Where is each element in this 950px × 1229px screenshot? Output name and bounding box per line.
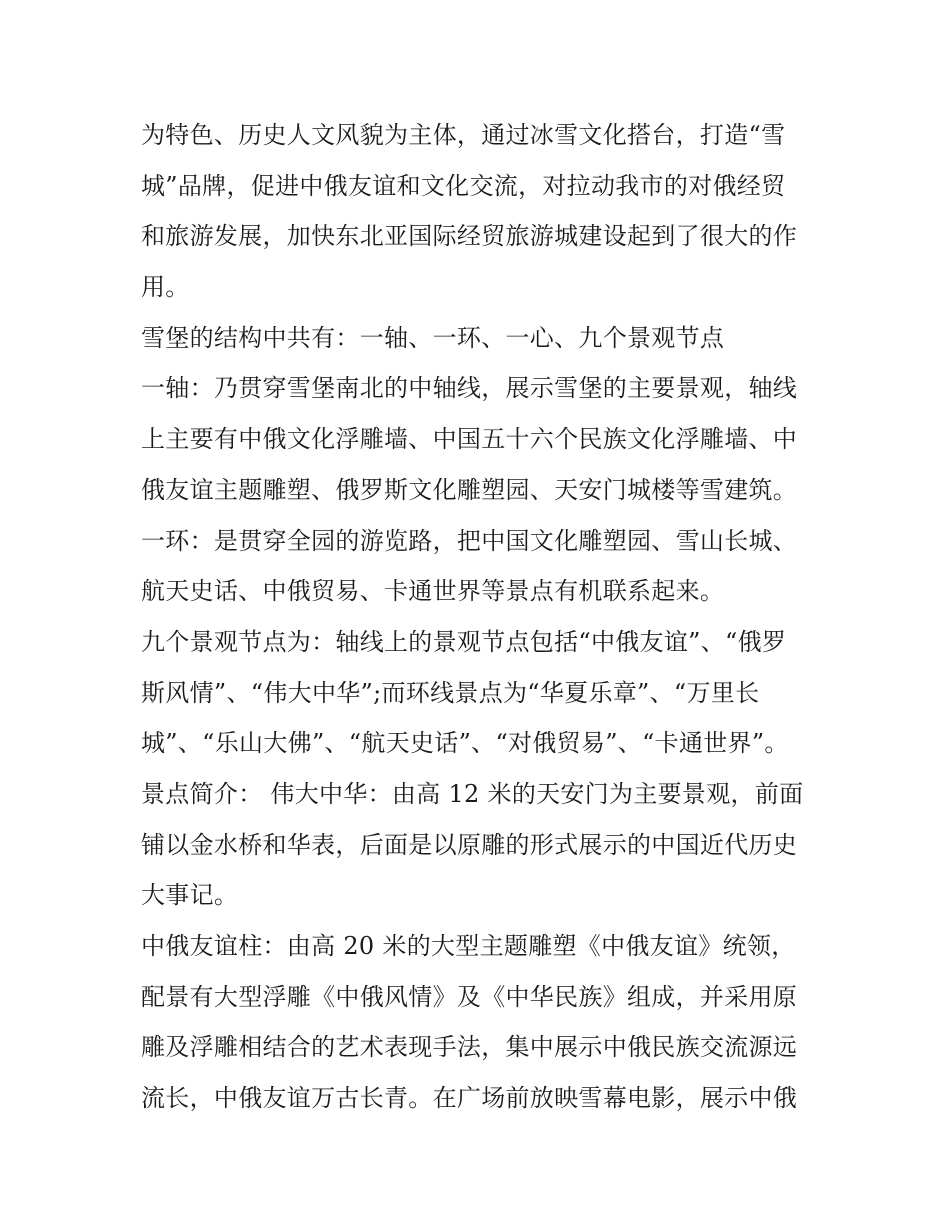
text-line: 一轴：乃贯穿雪堡南北的中轴线，展示雪堡的主要景观，轴线 [141,374,798,403]
text-line: 斯风情”、“伟大中华”;而环线景点为“华夏乐章”、“万里长 [141,678,760,707]
text-line: 一环：是贯穿全园的游览路，把中国文化雕塑园、雪山长城、 [141,526,798,555]
text-line: 流长，中俄友谊万古长青。在广场前放映雪幕电影，展示中俄 [141,1084,798,1113]
body-text [141,110,813,1124]
text-line: 为特色、历史人文风貌为主体，通过冰雪文化搭台，打造“雪 [141,121,786,149]
text-line: 城”、“乐山大佛”、“航天史话”、“对俄贸易”、“卡通世界”。 [141,729,789,758]
text-line: 景点简介： 伟大中华：由高 12 米的天安门为主要景观，前面 [141,779,804,808]
text-line: 用。 [141,273,190,302]
text-line: 和旅游发展，加快东北亚国际经贸旅游城建设起到了很大的作 [141,222,798,251]
text-line: 配景有大型浮雕《中俄风情》及《中华民族》组成，并采用原 [141,982,798,1011]
text-line: 航天史话、中俄贸易、卡通世界等景点有机联系起来。 [141,577,725,606]
text-line: 铺以金水桥和华表，后面是以原雕的形式展示的中国近代历史 [141,830,798,859]
text-line: 上主要有中俄文化浮雕墙、中国五十六个民族文化浮雕墙、中 [141,425,798,454]
text-line: 俄友谊主题雕塑、俄罗斯文化雕塑园、天安门城楼等雪建筑。 [141,475,798,504]
text-line: 中俄友谊柱：由高 20 米的大型主题雕塑《中俄友谊》统领， [141,932,796,960]
text-line: 九个景观节点为：轴线上的景观节点包括“中俄友谊”、“俄罗 [141,627,787,656]
text-line: 大事记。 [141,881,239,910]
text-line: 雪堡的结构中共有：一轴、一环、一心、九个景观节点 [141,323,725,352]
text-line: 雕及浮雕相结合的艺术表现手法，集中展示中俄民族交流源远 [141,1033,798,1062]
text-line: 城”品牌，促进中俄友谊和文化交流，对拉动我市的对俄经贸 [141,171,786,200]
